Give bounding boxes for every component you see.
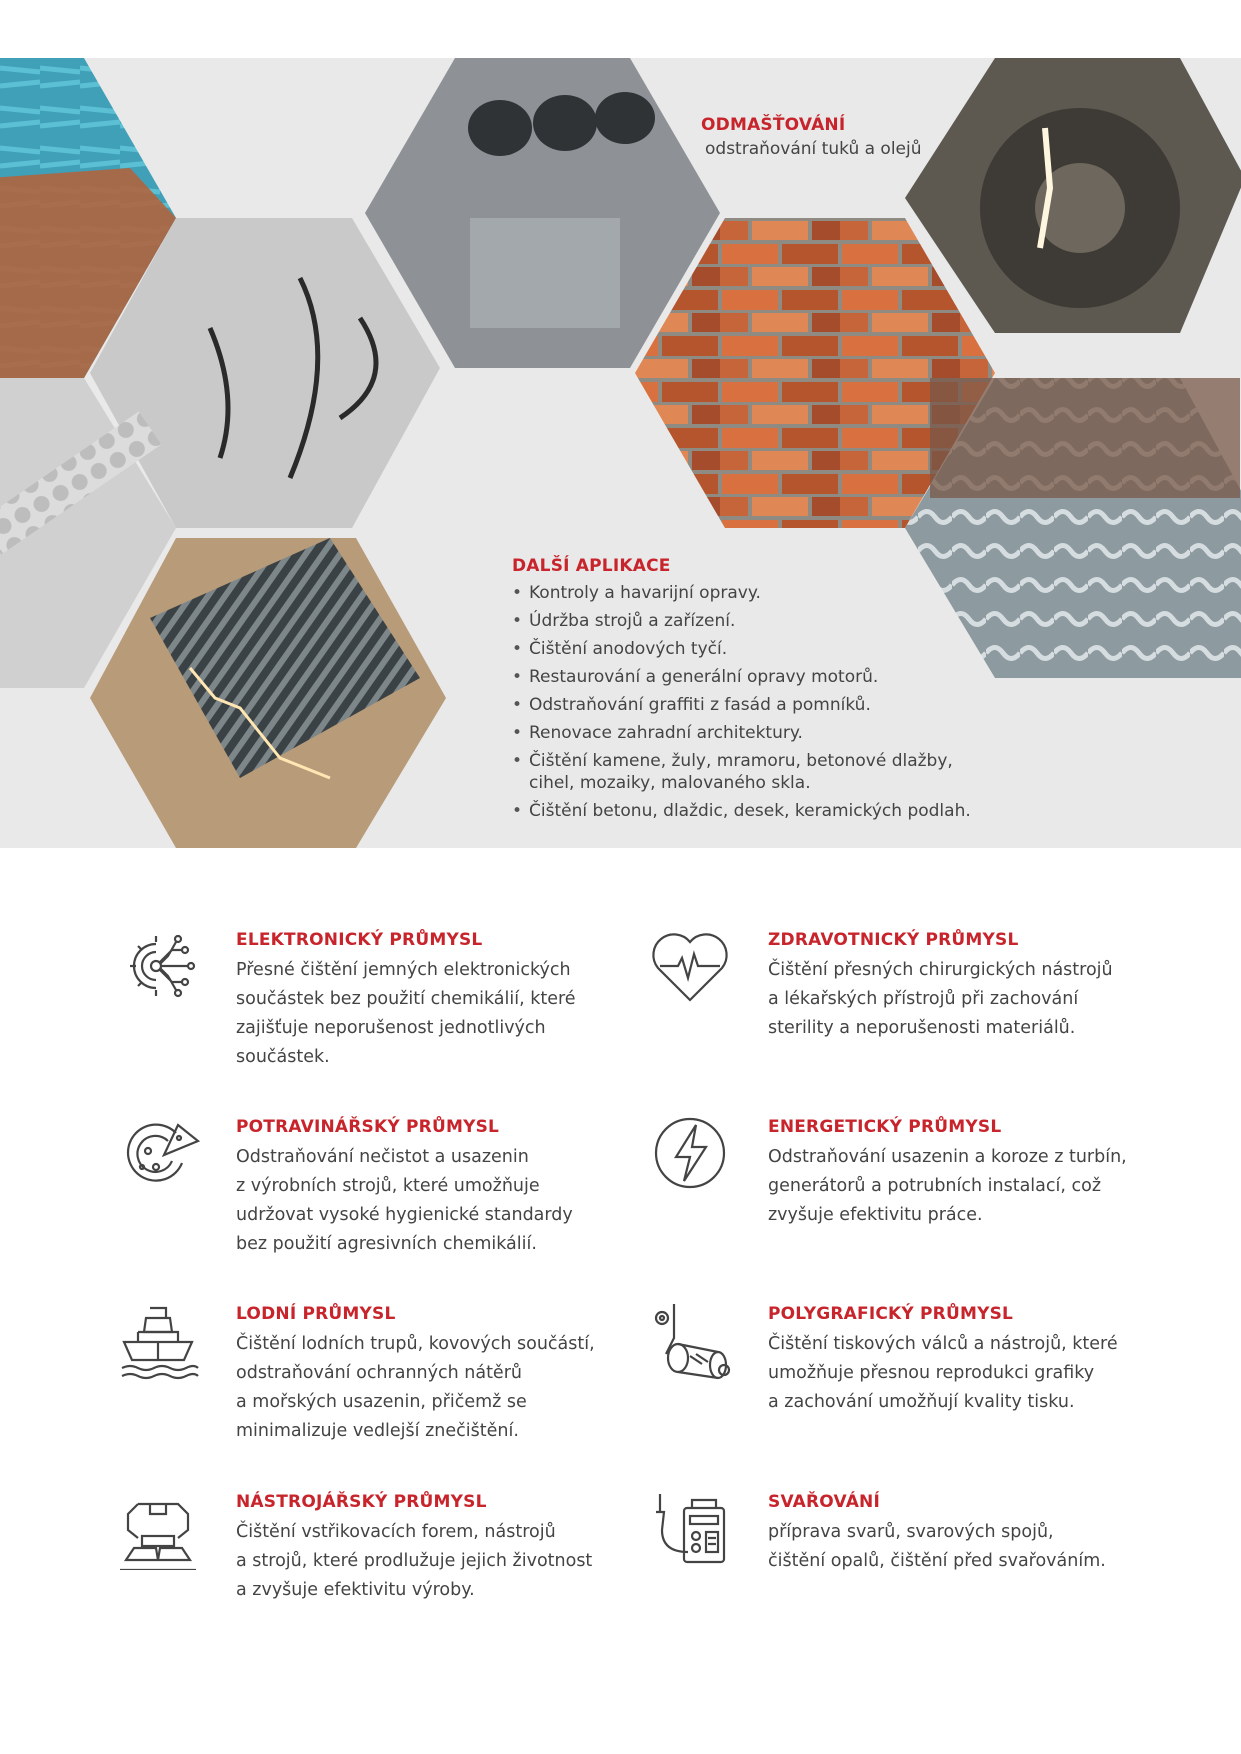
gripper-ingot-icon	[116, 1486, 200, 1570]
industry-description: Odstraňování nečistot a usazenin z výrobních strojů, které umožňuje udržovat vysoké hygienické standardy bez použití agresivních chemikálií.	[236, 1147, 573, 1254]
industry-description: Odstraňování usazenin a koroze z turbín, generátorů a potrubních instalací, což zvyšuje efektivitu práce.	[768, 1147, 1127, 1225]
list-item: • Čištění anodových tyčí.	[512, 638, 982, 660]
circuit-gear-icon	[116, 924, 200, 1008]
industry-toolmaking	[236, 1492, 716, 1605]
industry-title: ELEKTRONICKÝ PRŮMYSL	[236, 930, 483, 950]
industry-shipping	[236, 1304, 716, 1446]
list-item: • Údržba strojů a zařízení.	[512, 610, 982, 632]
industry-title: POTRAVINÁŘSKÝ PRŮMYSL	[236, 1117, 500, 1137]
industry-description: příprava svarů, svarových spojů, čištění opalů, čištění před svařováním.	[768, 1522, 1106, 1571]
industry-title: POLYGRAFICKÝ PRŮMYSL	[768, 1304, 1014, 1324]
other-applications-title: DALŠÍ APLIKACE	[512, 556, 671, 576]
industry-welding	[768, 1492, 1241, 1576]
industry-description: Čištění lodních trupů, kovových součástí, odstraňování ochranných nátěrů a mořských usazenin, přičemž se minimalizuje vedlejší znečištění.	[236, 1334, 595, 1441]
list-item: • Čištění kamene, žuly, mramoru, betonové dlažby, cihel, mozaiky, malovaného skla.	[512, 750, 982, 794]
list-item: • Čištění betonu, dlaždic, desek, keramických podlah.	[512, 800, 982, 822]
printing-roller-icon	[648, 1298, 732, 1382]
industry-description: Čištění vstřikovacích forem, nástrojů a strojů, které prodlužuje jejich životnost a zvyšuje efektivitu výroby.	[236, 1522, 593, 1600]
industry-description: Přesné čištění jemných elektronických součástek bez použití chemikálií, které zajišťuje neporušenost jednotlivých součástek.	[236, 960, 576, 1067]
industry-title: NÁSTROJÁŘSKÝ PRŮMYSL	[236, 1492, 487, 1512]
industry-electronics	[236, 930, 716, 1072]
degreasing-subtitle: odstraňování tuků a olejů	[705, 139, 922, 159]
industry-title: SVAŘOVÁNÍ	[768, 1492, 881, 1512]
list-item: • Renovace zahradní architektury.	[512, 722, 982, 744]
list-item: • Restaurování a generální opravy motorů.	[512, 666, 982, 688]
degreasing-label	[701, 115, 922, 159]
list-item: • Odstraňování graffiti z fasád a pomníků.	[512, 694, 982, 716]
industry-description: Čištění tiskových válců a nástrojů, které umožňuje přesnou reprodukci grafiky a zachování umožňují kvality tisku.	[768, 1334, 1118, 1412]
industry-healthcare	[768, 930, 1241, 1043]
list-item: • Kontroly a havarijní opravy.	[512, 582, 982, 604]
industry-title: ZDRAVOTNICKÝ PRŮMYSL	[768, 930, 1019, 950]
industry-energy	[768, 1117, 1241, 1230]
heart-pulse-icon	[648, 924, 732, 1008]
pizza-icon	[116, 1111, 200, 1195]
ship-icon	[116, 1298, 200, 1382]
industry-title: LODNÍ PRŮMYSL	[236, 1304, 396, 1324]
industry-food	[236, 1117, 716, 1259]
lightning-bolt-icon	[648, 1111, 732, 1195]
industry-title: ENERGETICKÝ PRŮMYSL	[768, 1117, 1002, 1137]
degreasing-title: ODMAŠŤOVÁNÍ	[701, 115, 846, 135]
welding-machine-icon	[648, 1486, 732, 1570]
industry-description: Čištění přesných chirurgických nástrojů a lékařských přístrojů při zachování sterility a neporušenosti materiálů.	[768, 960, 1113, 1038]
other-applications	[512, 556, 982, 828]
industry-printing	[768, 1304, 1241, 1417]
other-applications-list	[512, 582, 982, 822]
